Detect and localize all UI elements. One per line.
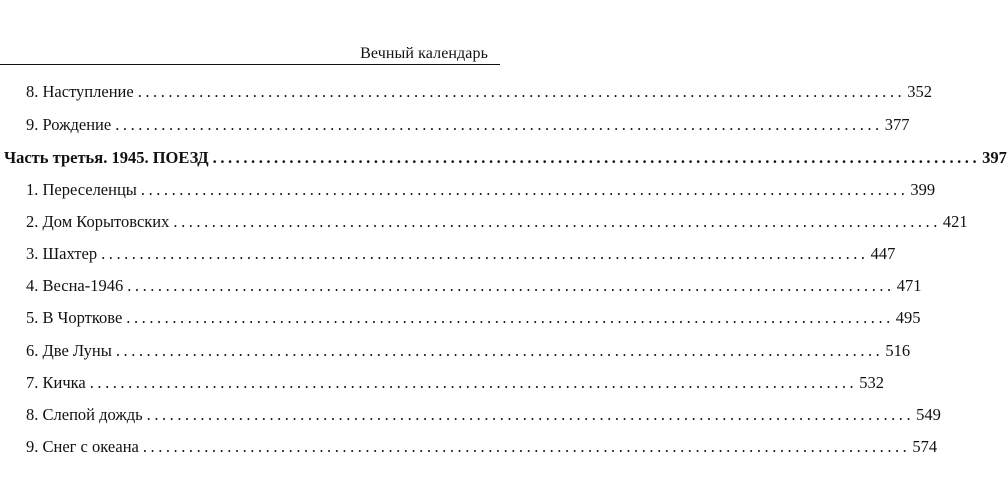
running-title: Вечный календарь bbox=[360, 45, 488, 62]
dot-leader: .................................................................................................... bbox=[126, 308, 894, 327]
dot-leader: .................................................................................................... bbox=[89, 373, 858, 392]
toc-entry-title: 8. Наступление bbox=[26, 82, 134, 101]
toc-entry-page: 516 bbox=[885, 341, 911, 360]
toc-entry-title: 9. Снег с океана bbox=[26, 437, 139, 456]
dot-leader: .................................................................................................... bbox=[137, 82, 906, 101]
toc-entry bbox=[26, 274, 922, 298]
toc-entry bbox=[26, 242, 896, 266]
dot-leader: .................................................................................................... bbox=[173, 212, 941, 231]
toc-entry bbox=[26, 371, 884, 395]
dot-leader: .................................................................................................... bbox=[101, 244, 869, 263]
toc-entry bbox=[26, 306, 921, 330]
toc-entry-page: 471 bbox=[896, 276, 922, 295]
toc-entry-page: 397 bbox=[982, 148, 1007, 167]
dot-leader: .................................................................................................... bbox=[142, 437, 911, 456]
toc-entry-page: 421 bbox=[942, 212, 968, 231]
dot-leader: .................................................................................................... bbox=[127, 276, 895, 295]
toc-entry-title: 2. Дом Корытовских bbox=[26, 212, 170, 231]
dot-leader: .................................................................................................... bbox=[212, 148, 981, 167]
dot-leader: .................................................................................................... bbox=[115, 341, 884, 360]
toc-entry-title: 4. Весна-1946 bbox=[26, 276, 124, 295]
toc-entry-title: 6. Две Луны bbox=[26, 341, 112, 360]
dot-leader: .................................................................................................... bbox=[115, 115, 883, 134]
toc-part-heading bbox=[4, 146, 1007, 170]
dot-leader: .................................................................................................... bbox=[140, 180, 909, 199]
toc-entry-title: 3. Шахтер bbox=[26, 244, 98, 263]
toc-entry-page: 532 bbox=[859, 373, 884, 392]
toc-entry-page: 399 bbox=[910, 180, 936, 199]
toc-entry-page: 549 bbox=[916, 405, 941, 424]
toc-entry-title: Часть третья. 1945. ПОЕЗД bbox=[4, 148, 209, 167]
toc-entry-title: 9. Рождение bbox=[26, 115, 112, 134]
toc-entry bbox=[26, 403, 941, 427]
toc-entry-title: 1. Переселенцы bbox=[26, 180, 137, 199]
dot-leader: .................................................................................................... bbox=[146, 405, 915, 424]
toc-entry-title: 8. Слепой дождь bbox=[26, 405, 143, 424]
toc-entry-page: 352 bbox=[907, 82, 932, 101]
toc-entry-page: 447 bbox=[870, 244, 896, 263]
toc-entry bbox=[26, 178, 936, 202]
toc-entry-title: 7. Кичка bbox=[26, 373, 86, 392]
toc-entry bbox=[26, 210, 968, 234]
toc-entry bbox=[26, 113, 910, 137]
toc-entry-page: 574 bbox=[912, 437, 938, 456]
toc-entry bbox=[26, 80, 932, 104]
toc-entry-page: 377 bbox=[884, 115, 910, 134]
toc-entry-page: 495 bbox=[895, 308, 921, 327]
toc-entry-title: 5. В Чорткове bbox=[26, 308, 123, 327]
toc-entry bbox=[26, 339, 911, 363]
toc-entry bbox=[26, 435, 938, 459]
